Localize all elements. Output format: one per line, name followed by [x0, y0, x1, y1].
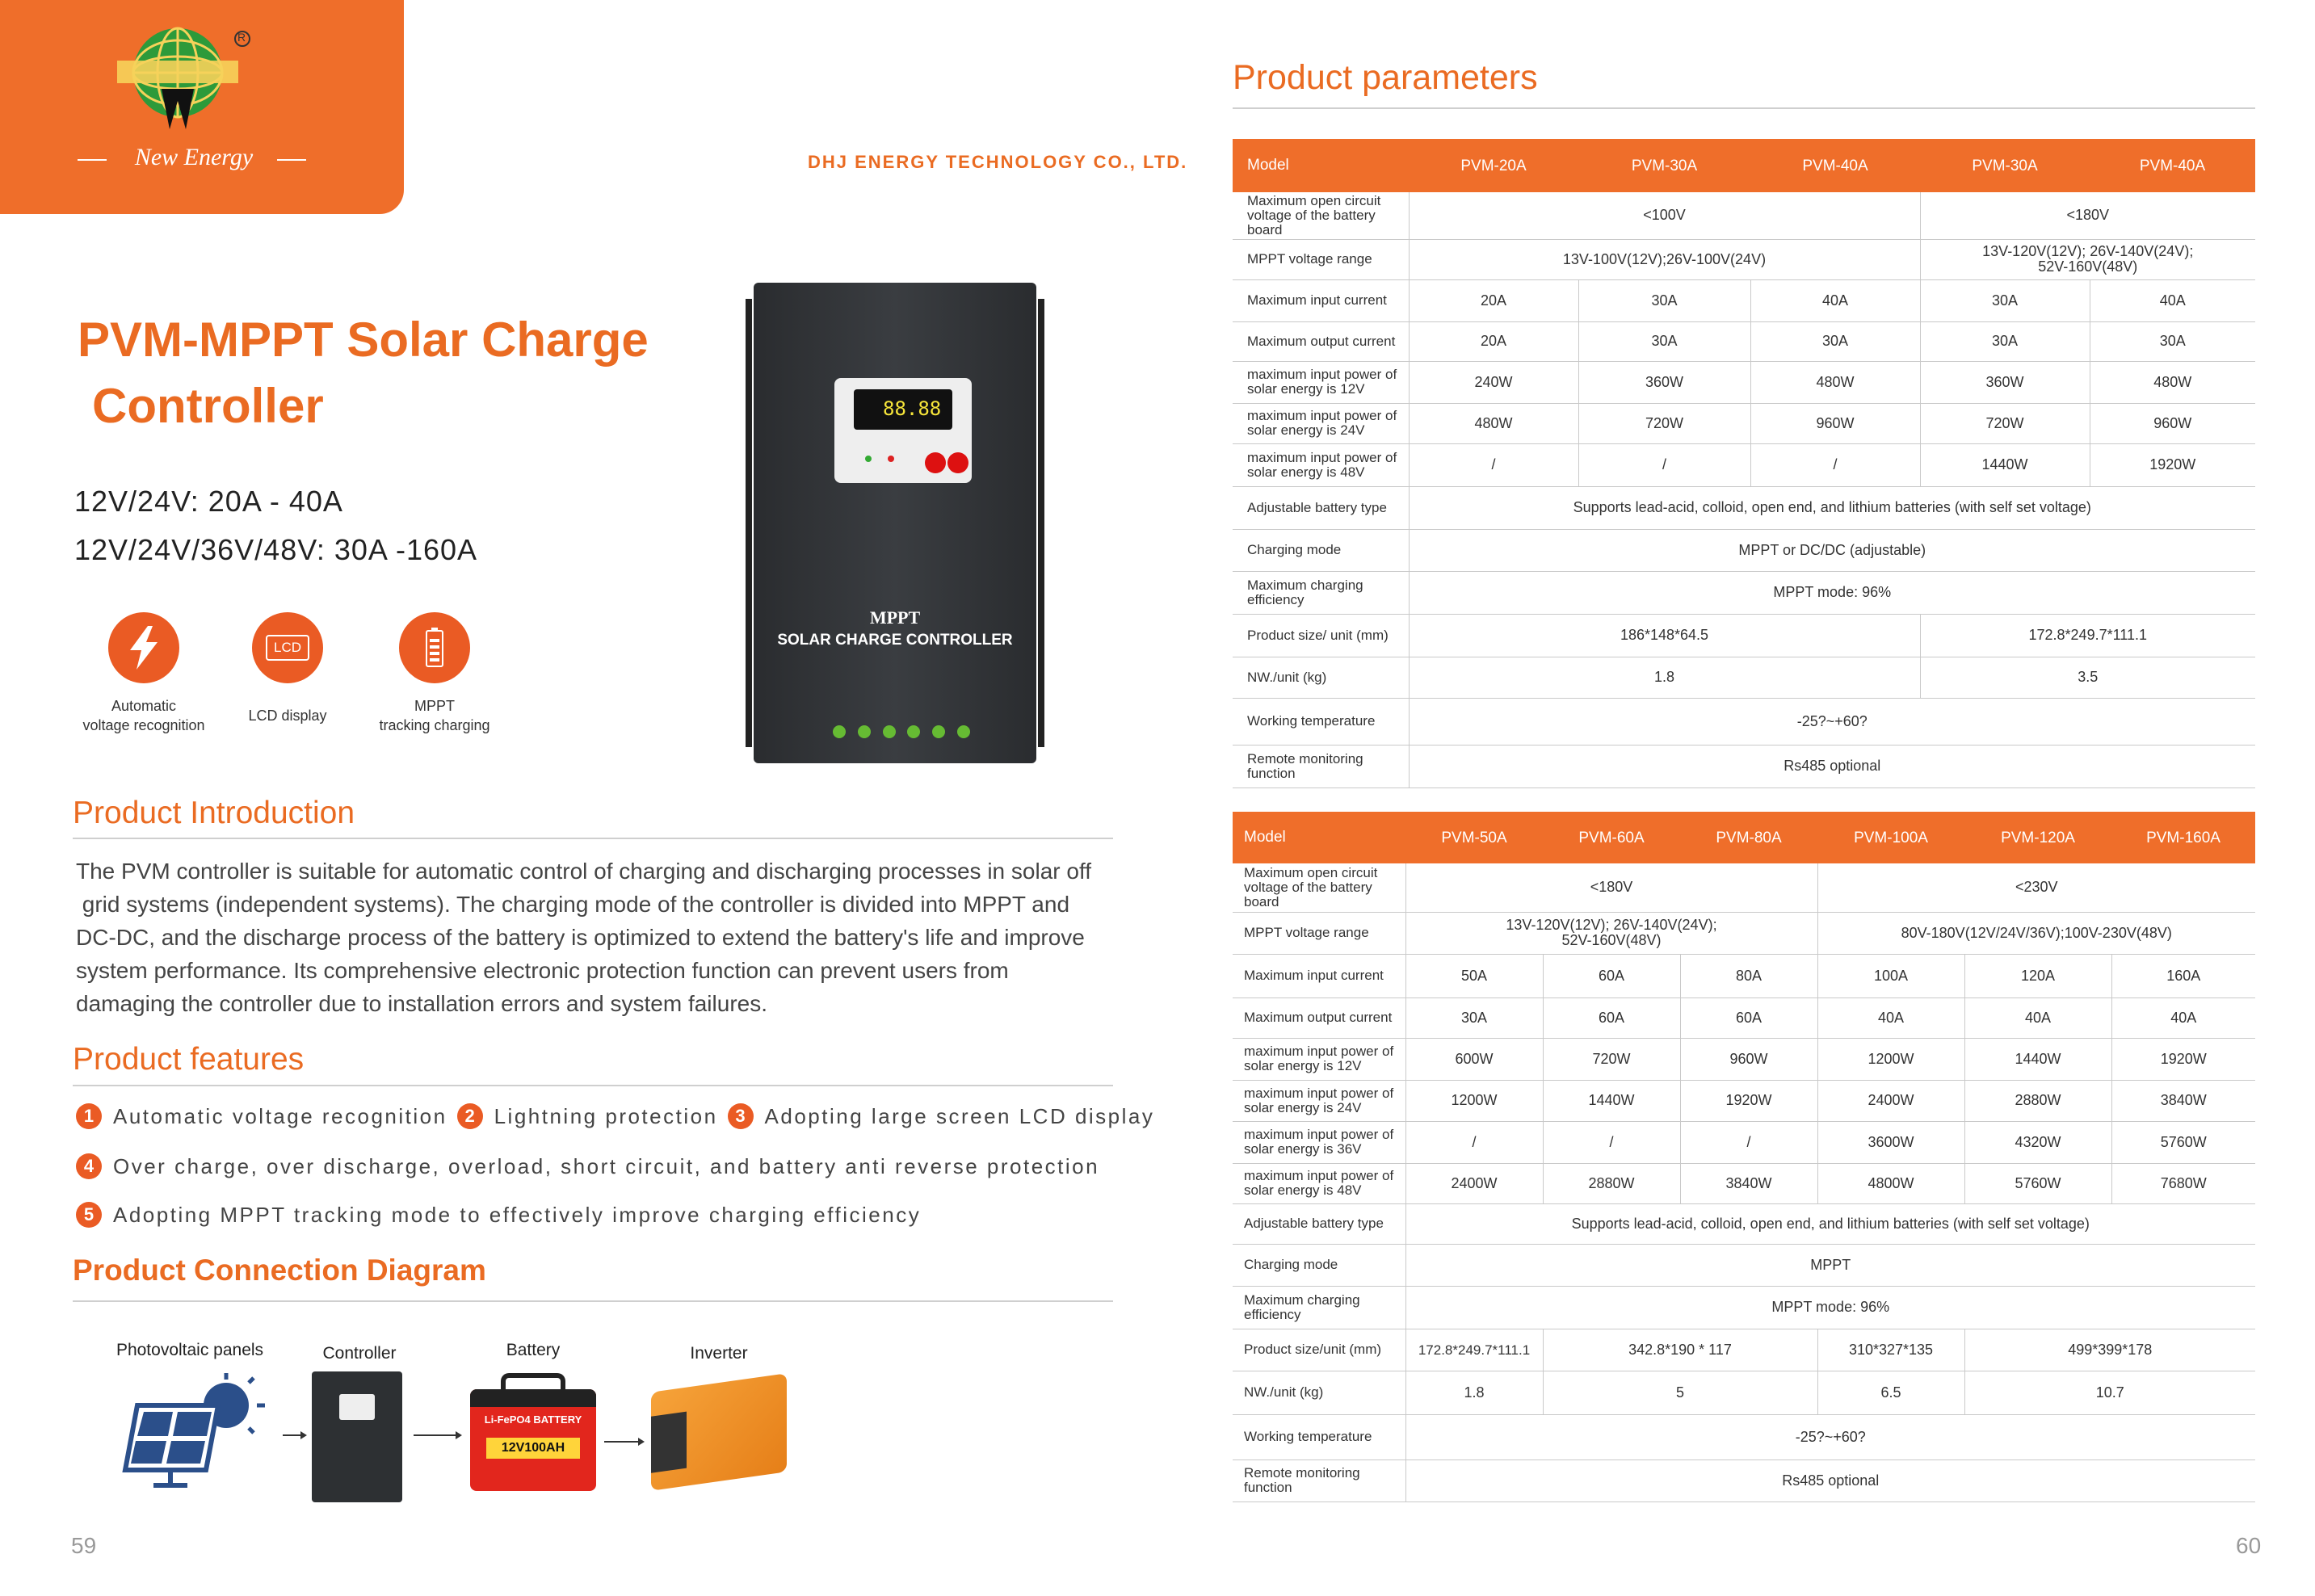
table-row — [1233, 698, 2255, 745]
table-row — [1233, 529, 2255, 571]
table-row — [1233, 403, 2255, 443]
table-cell: 2880W — [1543, 1163, 1680, 1203]
globe-logo-icon — [113, 24, 250, 137]
table-row — [1233, 1203, 2255, 1244]
table-cell: 172.8*249.7*111.1 — [1405, 1329, 1543, 1371]
intro-line: DC-DC, and the discharge process of the battery is optimized to extend the battery's life and improve — [76, 925, 1085, 950]
table-row — [1233, 443, 2255, 486]
table-cell: MPPT — [1405, 1244, 2255, 1286]
registered-mark: R — [237, 31, 246, 44]
row-label: maximum input power of solar energy is 36V — [1233, 1121, 1405, 1163]
table-cell: Rs485 optional — [1405, 1460, 2255, 1502]
table-row — [1233, 1329, 2255, 1371]
row-label: NW./unit (kg) — [1233, 1371, 1405, 1414]
page-number-right: 60 — [2236, 1533, 2262, 1558]
table-cell: 1920W — [1680, 1080, 1817, 1121]
table-row — [1233, 863, 2255, 912]
table-cell: 360W — [1578, 361, 1750, 403]
table-row — [1233, 745, 2255, 788]
arrow-right-icon — [283, 1430, 307, 1441]
table-row — [1233, 614, 2255, 657]
table-row — [1233, 998, 2255, 1038]
row-label: Remote monitoring function — [1233, 745, 1409, 788]
table-cell: <180V — [1405, 863, 1817, 912]
table-header-row — [1233, 139, 2255, 192]
row-label: NW./unit (kg) — [1233, 657, 1409, 698]
table-cell: 720W — [1920, 403, 2090, 443]
row-label: Maximum input current — [1233, 279, 1409, 321]
table-cell: Rs485 optional — [1409, 745, 2255, 788]
feature-label-line: Automatic — [111, 698, 177, 714]
table-cell: / — [1405, 1121, 1543, 1163]
table-cell: -25?~+60? — [1405, 1414, 2255, 1460]
table-row — [1233, 1371, 2255, 1414]
battery-label-1: Li-FePO4 BATTERY — [484, 1413, 582, 1426]
controller-small-panel — [339, 1394, 375, 1420]
table-row — [1233, 279, 2255, 321]
table-cell: 3.5 — [1920, 657, 2255, 698]
row-label: Remote monitoring function — [1233, 1460, 1405, 1502]
row-label: Maximum open circuit voltage of the battery board — [1233, 192, 1409, 239]
intro-line: The PVM controller is suitable for automatic control of charging and discharging processes in solar off — [76, 859, 1092, 884]
table-cell: 1440W — [1920, 443, 2090, 486]
charge-led — [865, 456, 872, 462]
inverter-end — [651, 1412, 687, 1473]
table-header-cell: PVM-60A — [1543, 812, 1680, 863]
table-cell: 100A — [1817, 954, 1964, 998]
table-row — [1233, 361, 2255, 403]
lightning-icon — [108, 612, 179, 683]
table-cell: / — [1750, 443, 1920, 486]
device-name: SOLAR CHARGE CONTROLLER — [777, 632, 1013, 649]
table-cell: MPPT mode: 96% — [1405, 1286, 2255, 1329]
feature-text: Automatic voltage recognition — [113, 1103, 447, 1128]
table-header-cell: PVM-160A — [2111, 812, 2255, 863]
terminal — [932, 725, 945, 738]
device-flange-right — [1038, 299, 1044, 747]
spec-table-1 — [1233, 139, 2255, 788]
table-cell: 480W — [1409, 403, 1578, 443]
row-label: Maximum output current — [1233, 321, 1409, 361]
table-row — [1233, 1460, 2255, 1502]
feature-text: Lightning protection — [494, 1103, 718, 1128]
table-header-cell: PVM-20A — [1409, 139, 1578, 192]
features-heading: Product features — [73, 1042, 305, 1077]
feature-row-3 — [76, 1202, 921, 1228]
table-row — [1233, 1286, 2255, 1329]
arrow-right-icon — [414, 1430, 462, 1441]
table-cell: 5 — [1543, 1371, 1817, 1414]
table-row — [1233, 1244, 2255, 1286]
table-row — [1233, 239, 2255, 279]
battery-label-2: 12V100AH — [486, 1438, 580, 1459]
table-header-cell: PVM-120A — [1964, 812, 2111, 863]
table-cell: 7680W — [2111, 1163, 2255, 1203]
table-row — [1233, 657, 2255, 698]
table-cell: 960W — [1680, 1038, 1817, 1080]
number-badge: 3 — [728, 1103, 754, 1129]
table-cell: 1440W — [1964, 1038, 2111, 1080]
table-cell: MPPT or DC/DC (adjustable) — [1409, 529, 2255, 571]
terminal — [957, 725, 970, 738]
table-cell: 30A — [1920, 279, 2090, 321]
intro-heading: Product Introduction — [73, 796, 355, 830]
row-label: maximum input power of solar energy is 24V — [1233, 403, 1409, 443]
page-number-left: 59 — [71, 1533, 97, 1558]
row-label: Maximum output current — [1233, 998, 1405, 1038]
section-divider — [73, 1300, 1113, 1302]
table-cell: 1200W — [1405, 1080, 1543, 1121]
cell-line: 13V-120V(12V); 26V-140V(24V); — [1506, 917, 1717, 933]
table-cell: 30A — [1920, 321, 2090, 361]
row-label: maximum input power of solar energy is 48V — [1233, 1163, 1405, 1203]
device-flange-left — [746, 299, 752, 747]
lcd-icon — [252, 612, 323, 683]
table-cell: 10.7 — [1964, 1371, 2255, 1414]
table-cell: 120A — [1964, 954, 2111, 998]
logo-banner — [0, 0, 404, 214]
table-header-cell: PVM-80A — [1680, 812, 1817, 863]
table-cell: 480W — [2090, 361, 2255, 403]
row-label: Product size/ unit (mm) — [1233, 614, 1409, 657]
table-row — [1233, 571, 2255, 614]
feature-text: Adopting MPPT tracking mode to effectively improve charging efficiency — [113, 1202, 922, 1227]
feature-text: Adopting large screen LCD display — [764, 1103, 1155, 1128]
row-label: maximum input power of solar energy is 12V — [1233, 361, 1409, 403]
table-header-cell: PVM-40A — [2090, 139, 2255, 192]
table-cell: 1.8 — [1405, 1371, 1543, 1414]
table-cell: MPPT mode: 96% — [1409, 571, 2255, 614]
table-cell: 30A — [1578, 321, 1750, 361]
table-cell: 30A — [1405, 998, 1543, 1038]
connection-heading: Product Connection Diagram — [73, 1254, 486, 1287]
params-heading: Product parameters — [1233, 58, 1538, 97]
controller-device-image — [721, 283, 1069, 767]
table-cell: 1.8 — [1409, 657, 1920, 698]
number-badge: 1 — [76, 1103, 102, 1129]
table-cell: 4320W — [1964, 1121, 2111, 1163]
table-cell: 20A — [1409, 321, 1578, 361]
intro-line: system performance. Its comprehensive electronic protection function can prevent users from — [76, 958, 1009, 983]
number-badge: 2 — [457, 1103, 483, 1129]
table-cell: 160A — [2111, 954, 2255, 998]
table-cell: 172.8*249.7*111.1 — [1920, 614, 2255, 657]
table-cell: / — [1578, 443, 1750, 486]
table-cell: 80V-180V(12V/24V/36V);100V-230V(48V) — [1817, 912, 2255, 954]
diagram-label-controller: Controller — [322, 1344, 397, 1363]
table-cell: 2880W — [1964, 1080, 2111, 1121]
row-label: Adjustable battery type — [1233, 1203, 1405, 1244]
table-cell: 960W — [1750, 403, 1920, 443]
table-cell: / — [1680, 1121, 1817, 1163]
table-cell: 40A — [1817, 998, 1964, 1038]
table-header-cell: PVM-100A — [1817, 812, 1964, 863]
brand-tagline: New Energy — [134, 144, 254, 170]
diagram-label-battery: Battery — [506, 1341, 561, 1359]
table-header-cell: Model — [1233, 139, 1409, 192]
device-brand: MPPT — [869, 607, 921, 628]
feature-label-line: MPPT — [414, 698, 455, 714]
table-cell: 40A — [2111, 998, 2255, 1038]
table-row — [1233, 1163, 2255, 1203]
table-cell — [1405, 912, 1817, 954]
row-label: Maximum open circuit voltage of the battery board — [1233, 863, 1405, 912]
table-cell: <180V — [1920, 192, 2255, 239]
device-panel — [834, 378, 972, 483]
section-divider — [73, 1085, 1113, 1086]
table-cell — [1920, 239, 2255, 279]
lcd-icon-text: LCD — [266, 635, 309, 661]
inverter-image — [651, 1373, 787, 1491]
table-cell: / — [1409, 443, 1578, 486]
section-divider — [1233, 107, 2255, 109]
feature-text: Over charge, over discharge, overload, short circuit, and battery anti reverse protection — [113, 1153, 1100, 1178]
device-body — [754, 283, 1036, 763]
feature-label-line: voltage recognition — [82, 717, 205, 733]
table-cell: 1920W — [2111, 1038, 2255, 1080]
fault-led — [888, 456, 894, 462]
down-button — [947, 452, 968, 473]
row-label: Working temperature — [1233, 1414, 1405, 1460]
table-cell: 720W — [1578, 403, 1750, 443]
table-header-cell: Model — [1233, 812, 1405, 863]
set-button — [925, 452, 946, 473]
table-header-cell: PVM-50A — [1405, 812, 1543, 863]
table-row — [1233, 192, 2255, 239]
title-line-2: Controller — [92, 379, 324, 433]
row-label: MPPT voltage range — [1233, 239, 1409, 279]
table-cell: 1440W — [1543, 1080, 1680, 1121]
terminal — [883, 725, 896, 738]
cell-line: 13V-120V(12V); 26V-140V(24V); — [1982, 243, 2194, 259]
table-cell: 20A — [1409, 279, 1578, 321]
table-cell: / — [1543, 1121, 1680, 1163]
table-cell: 310*327*135 — [1817, 1329, 1964, 1371]
feature-label-line: tracking charging — [379, 717, 490, 733]
product-title — [78, 307, 649, 439]
cell-line: 52V-160V(48V) — [1561, 932, 1662, 948]
row-label: Maximum charging efficiency — [1233, 1286, 1405, 1329]
table-row — [1233, 321, 2255, 361]
number-badge: 5 — [76, 1202, 102, 1228]
table-cell: 720W — [1543, 1038, 1680, 1080]
table-cell: Supports lead-acid, colloid, open end, and lithium batteries (with self set voltage) — [1405, 1203, 2255, 1244]
row-label: Adjustable battery type — [1233, 486, 1409, 529]
table-cell: <230V — [1817, 863, 2255, 912]
table-cell: 40A — [1750, 279, 1920, 321]
table-row — [1233, 954, 2255, 998]
table-cell: 6.5 — [1817, 1371, 1964, 1414]
table-cell: 240W — [1409, 361, 1578, 403]
battery-icon — [399, 612, 470, 683]
terminal — [858, 725, 871, 738]
battery-top — [470, 1389, 596, 1407]
table-cell: <100V — [1409, 192, 1920, 239]
table-cell: 40A — [2090, 279, 2255, 321]
table-cell: 1200W — [1817, 1038, 1964, 1080]
table-header-row — [1233, 812, 2255, 863]
table-cell: 2400W — [1817, 1080, 1964, 1121]
table-cell: 360W — [1920, 361, 2090, 403]
table-cell: 60A — [1680, 998, 1817, 1038]
table-cell: 40A — [1964, 998, 2111, 1038]
row-label: Charging mode — [1233, 1244, 1405, 1286]
controller-small-image — [312, 1371, 402, 1502]
row-label: maximum input power of solar energy is 24V — [1233, 1080, 1405, 1121]
row-label: Maximum input current — [1233, 954, 1405, 998]
table-cell: 1920W — [2090, 443, 2255, 486]
number-badge: 4 — [76, 1153, 102, 1179]
section-divider — [73, 838, 1113, 839]
table-row — [1233, 1038, 2255, 1080]
table-row — [1233, 1080, 2255, 1121]
row-label: maximum input power of solar energy is 48V — [1233, 443, 1409, 486]
table-cell: Supports lead-acid, colloid, open end, and lithium batteries (with self set voltage) — [1409, 486, 2255, 529]
terminal — [833, 725, 846, 738]
device-terminals — [833, 725, 970, 738]
row-label: Charging mode — [1233, 529, 1409, 571]
table-row — [1233, 1414, 2255, 1460]
intro-paragraph — [76, 855, 1126, 1020]
row-label: Maximum charging efficiency — [1233, 571, 1409, 614]
feature-row-2 — [76, 1153, 1099, 1179]
table-cell: 80A — [1680, 954, 1817, 998]
table-cell: 480W — [1750, 361, 1920, 403]
table-cell: 30A — [1578, 279, 1750, 321]
table-cell: 600W — [1405, 1038, 1543, 1080]
row-label: MPPT voltage range — [1233, 912, 1405, 954]
table-row — [1233, 1121, 2255, 1163]
table-cell: -25?~+60? — [1409, 698, 2255, 745]
battery-image — [470, 1389, 596, 1491]
row-label: Product size/unit (mm) — [1233, 1329, 1405, 1371]
cell-line: 52V-160V(48V) — [2038, 258, 2138, 275]
table-cell: 4800W — [1817, 1163, 1964, 1203]
table-cell: 3600W — [1817, 1121, 1964, 1163]
title-line-1: PVM-MPPT Solar Charge — [78, 313, 649, 367]
diagram-label-inverter: Inverter — [690, 1344, 748, 1363]
table-header-cell: PVM-30A — [1578, 139, 1750, 192]
table-cell: 50A — [1405, 954, 1543, 998]
table-row — [1233, 912, 2255, 954]
lcd-readout: 88.88 — [883, 397, 942, 420]
spec-line-2: 12V/24V/36V/48V: 30A -160A — [74, 533, 478, 566]
table-cell: 186*148*64.5 — [1409, 614, 1920, 657]
terminal — [907, 725, 920, 738]
intro-line: grid systems (independent systems). The charging mode of the controller is divided into MPPT and — [76, 892, 1070, 917]
solar-panel-icon — [121, 1373, 283, 1494]
table-cell: 60A — [1543, 954, 1680, 998]
table-cell: 13V-100V(12V);26V-100V(24V) — [1409, 239, 1920, 279]
spec-line-1: 12V/24V: 20A - 40A — [74, 485, 343, 518]
feature-icon-label — [346, 696, 523, 735]
table-cell: 3840W — [2111, 1080, 2255, 1121]
table-row — [1233, 486, 2255, 529]
spec-table-2 — [1233, 812, 2255, 1502]
table-header-cell: PVM-40A — [1750, 139, 1920, 192]
arrow-right-icon — [604, 1436, 645, 1447]
row-label: Working temperature — [1233, 698, 1409, 745]
table-cell: 499*399*178 — [1964, 1329, 2255, 1371]
table-cell: 30A — [2090, 321, 2255, 361]
table-cell: 3840W — [1680, 1163, 1817, 1203]
row-label: maximum input power of solar energy is 12V — [1233, 1038, 1405, 1080]
device-lcd — [854, 389, 952, 430]
table-cell: 5760W — [2111, 1121, 2255, 1163]
feature-icon-label: LCD display — [248, 708, 327, 724]
table-cell: 5760W — [1964, 1163, 2111, 1203]
table-cell: 2400W — [1405, 1163, 1543, 1203]
table-cell: 342.8*190 * 117 — [1543, 1329, 1817, 1371]
table-cell: 60A — [1543, 998, 1680, 1038]
intro-line: damaging the controller due to installation errors and system failures. — [76, 991, 767, 1016]
feature-row-1 — [76, 1103, 1154, 1129]
diagram-label-pv: Photovoltaic panels — [116, 1341, 264, 1359]
table-cell: 960W — [2090, 403, 2255, 443]
table-cell: 30A — [1750, 321, 1920, 361]
company-name: DHJ ENERGY TECHNOLOGY CO., LTD. — [808, 152, 1188, 172]
table-header-cell: PVM-30A — [1920, 139, 2090, 192]
